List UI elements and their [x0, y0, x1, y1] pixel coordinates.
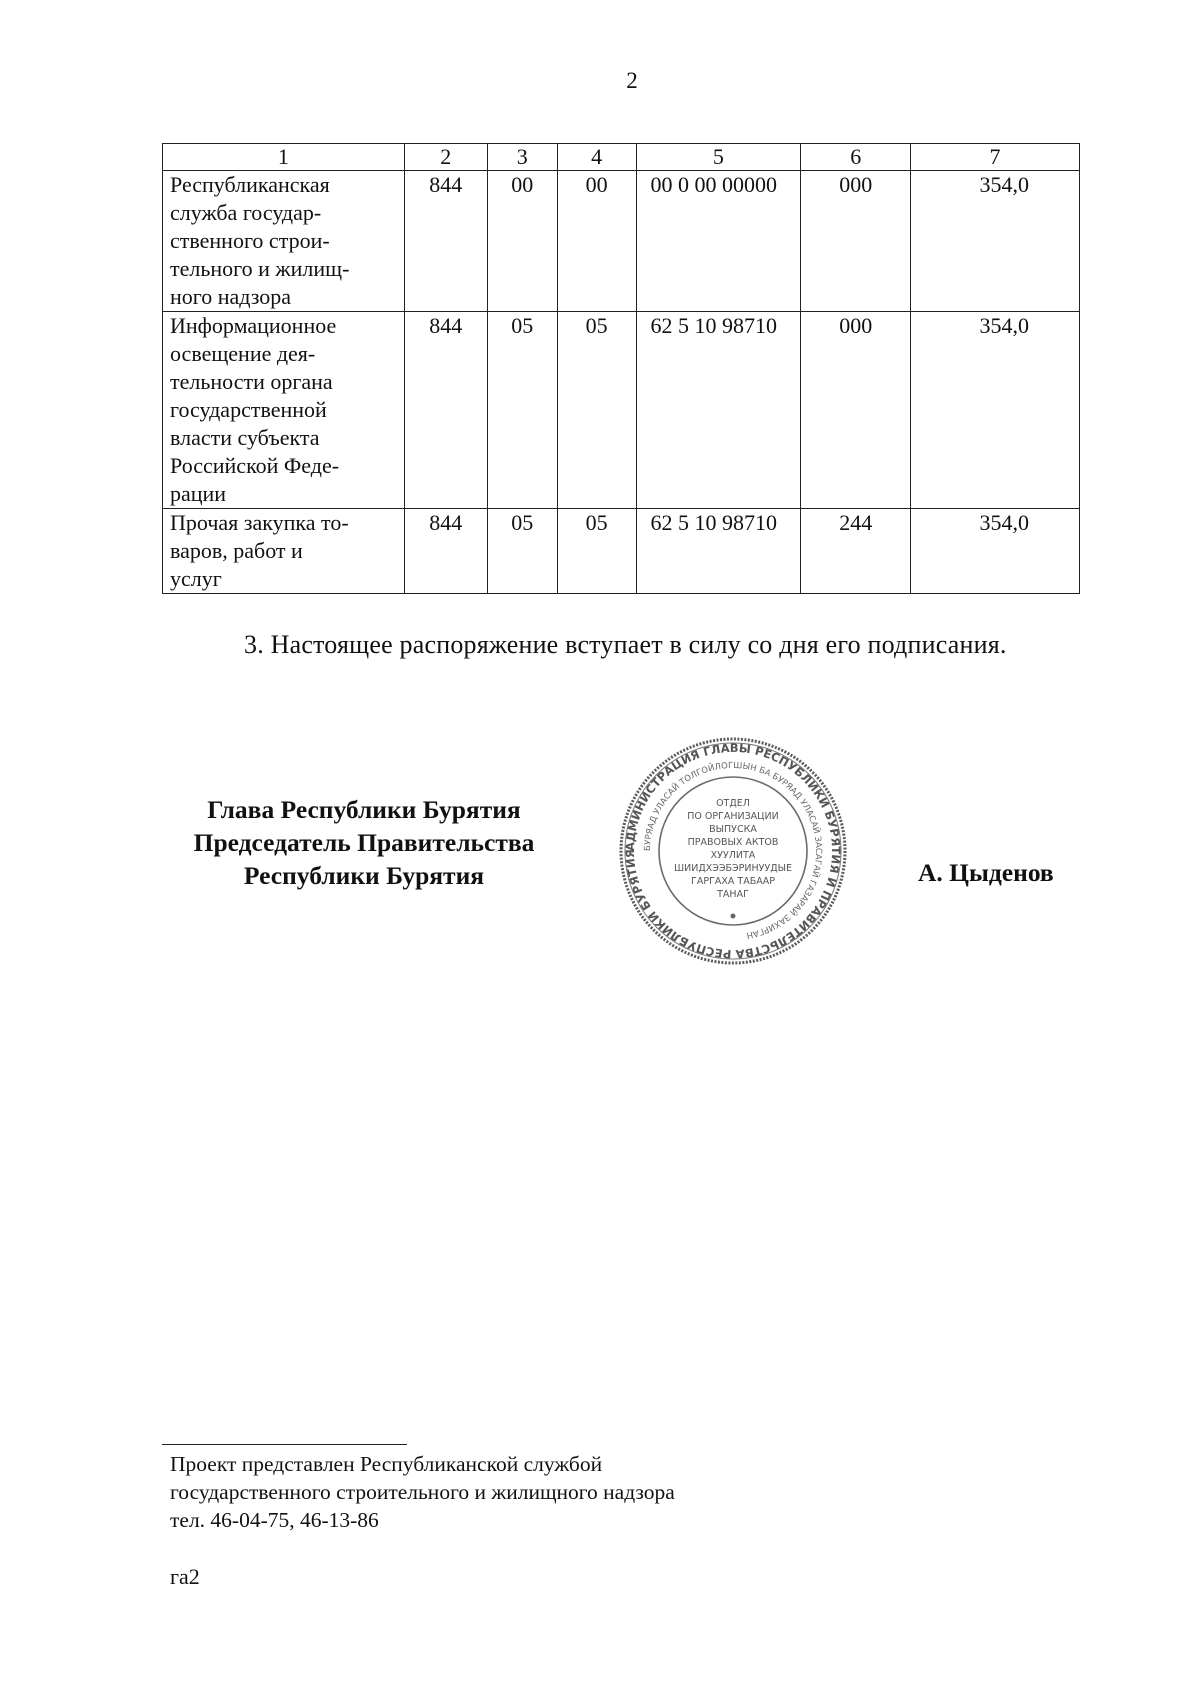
footnote-divider: [162, 1444, 407, 1445]
official-seal: [618, 736, 848, 966]
seal-line: ГАРГАХА ТАБААР: [691, 876, 775, 887]
row-name: Республиканская служба государ- ственного строи- тельного и жилищ- ного надзора: [163, 171, 405, 312]
cell-admin-code: 844: [404, 509, 487, 594]
signatory-title: Глава Республики Бурятия Председатель Правительства Республики Бурятия: [193, 795, 535, 890]
cell-expense-type: 244: [801, 509, 911, 594]
seal-line: ВЫПУСКА: [709, 824, 757, 835]
cell-expense-type: 000: [801, 171, 911, 312]
signatory-name: А. Цыденов: [918, 858, 1054, 887]
seal-line: ШИИДХЭЭБЭРИНУУДЫЕ: [673, 863, 793, 874]
page-number: 2: [626, 68, 638, 93]
table-header-row: [163, 144, 1080, 171]
seal-line: ПО ОРГАНИЗАЦИИ: [687, 811, 779, 822]
cell-admin-code: 844: [404, 312, 487, 509]
cell-section: 05: [487, 509, 557, 594]
cell-section: 00: [487, 171, 557, 312]
cell-target-article: 62 5 10 98710: [636, 312, 801, 509]
table-header-cell: 5: [636, 144, 801, 171]
row-name: Прочая закупка то- варов, работ и услуг: [163, 509, 405, 594]
table-header-cell: 2: [404, 144, 487, 171]
cell-subsection: 05: [557, 509, 636, 594]
cell-admin-code: 844: [404, 171, 487, 312]
document-code: га2: [170, 1564, 200, 1589]
cell-subsection: 00: [557, 171, 636, 312]
seal-line: ОТДЕЛ: [716, 798, 750, 809]
seal-line: ХУУЛИТА: [710, 850, 756, 861]
cell-amount: 354,0: [911, 171, 1080, 312]
cell-subsection: 05: [557, 312, 636, 509]
seal-star-icon: [731, 914, 736, 919]
budget-table: [162, 143, 1080, 594]
footnote: Проект представлен Республиканской службой государственного строительного и жилищного надзора тел. 46-04-75, 46-13-86: [170, 1452, 675, 1532]
table-header-cell: 6: [801, 144, 911, 171]
table-header-cell: 1: [163, 144, 405, 171]
cell-section: 05: [487, 312, 557, 509]
cell-target-article: 00 0 00 00000: [636, 171, 801, 312]
table-header-cell: 7: [911, 144, 1080, 171]
seal-inner-ring-text: БУРЯАД УЛАСАЙ ТОЛГОЙЛОГШЫН БА БУРЯАД УЛАСАЙ ЗАСАГАЙ ГАЗАРАЙ ЗАХИРГАН: [642, 760, 824, 940]
row-name: Информационное освещение дея- тельности органа государственной власти субъекта Российской Феде- рации: [163, 312, 405, 509]
cell-amount: 354,0: [911, 312, 1080, 509]
cell-target-article: 62 5 10 98710: [636, 509, 801, 594]
cell-amount: 354,0: [911, 509, 1080, 594]
clause-3: 3. Настоящее распоряжение вступает в силу со дня его подписания.: [244, 630, 1007, 659]
seal-outer-text: АДМИНИСТРАЦИЯ ГЛАВЫ РЕСПУБЛИКИ БУРЯТИЯ И ПРАВИТЕЛЬСТВА РЕСПУБЛИКИ БУРЯТИЯ: [622, 740, 844, 962]
cell-expense-type: 000: [801, 312, 911, 509]
table-header-cell: 3: [487, 144, 557, 171]
seal-line: ТАHАГ: [717, 889, 749, 900]
table-row: [163, 312, 1080, 509]
table-row: [163, 171, 1080, 312]
seal-line: ПРАВОВЫХ АКТОВ: [687, 837, 779, 848]
table-header-cell: 4: [557, 144, 636, 171]
table-row: [163, 509, 1080, 594]
